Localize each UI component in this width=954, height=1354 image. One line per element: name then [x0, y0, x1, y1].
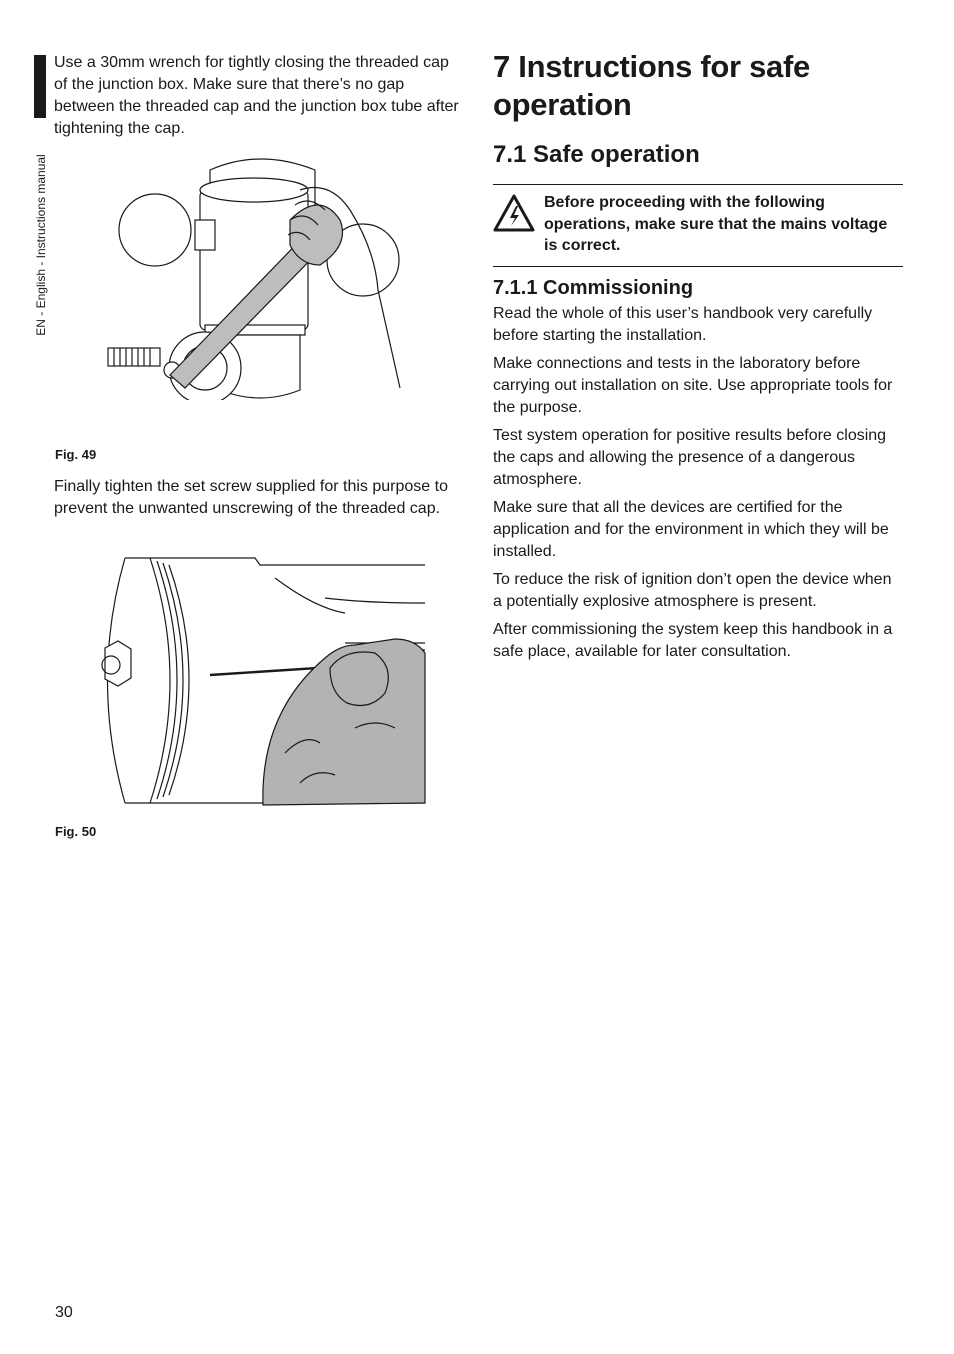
- section-title: 7.1 Safe operation: [493, 141, 700, 168]
- paragraph: Read the whole of this user’s handbook very carefully before starting the installation.: [493, 304, 873, 344]
- wrench-illustration: [100, 150, 420, 400]
- paragraph: Make connections and tests in the laboratory before carrying out installation on site. Use appropriate tools for the purpose.: [493, 354, 893, 416]
- figure-49-caption: Fig. 49: [55, 447, 97, 462]
- wrench-instruction: Use a 30mm wrench for tightly closing the threaded cap of the junction box. Make sure that there’s no gap between the threaded cap and the junction box tube after tightening the cap.: [54, 54, 459, 137]
- page-number: 30: [55, 1304, 73, 1321]
- subsection-title: 7.1.1 Commissioning: [493, 276, 694, 299]
- right-column: [493, 48, 903, 669]
- paragraph: After commissioning the system keep this handbook in a safe place, available for later consultation.: [493, 620, 893, 660]
- side-tab-marker: [34, 55, 46, 118]
- paragraph: Test system operation for positive results before closing the caps and allowing the presence of a dangerous atmosphere.: [493, 426, 887, 488]
- electrical-hazard-icon: [493, 194, 537, 237]
- left-column: [54, 52, 464, 140]
- figure-50: [85, 553, 430, 808]
- set-screw-illustration: [85, 553, 430, 808]
- figure-49: [100, 150, 420, 400]
- warning-text: Before proceeding with the following operations, make sure that the mains voltage is correct.: [544, 194, 888, 254]
- paragraph: To reduce the risk of ignition don’t open the device when a potentially explosive atmosphere is present.: [493, 570, 892, 610]
- set-screw-instruction: Finally tighten the set screw supplied for this purpose to prevent the unwanted unscrewing of the threaded cap.: [54, 478, 448, 517]
- side-label: EN - English - Instructions manual: [34, 154, 48, 336]
- warning-box: [493, 184, 903, 267]
- figure-50-caption: Fig. 50: [55, 824, 97, 839]
- paragraph: Make sure that all the devices are certified for the application and for the environment in which they will be installed.: [493, 498, 889, 560]
- chapter-title: 7 Instructions for safe operation: [493, 49, 810, 122]
- set-screw-block: [54, 476, 464, 520]
